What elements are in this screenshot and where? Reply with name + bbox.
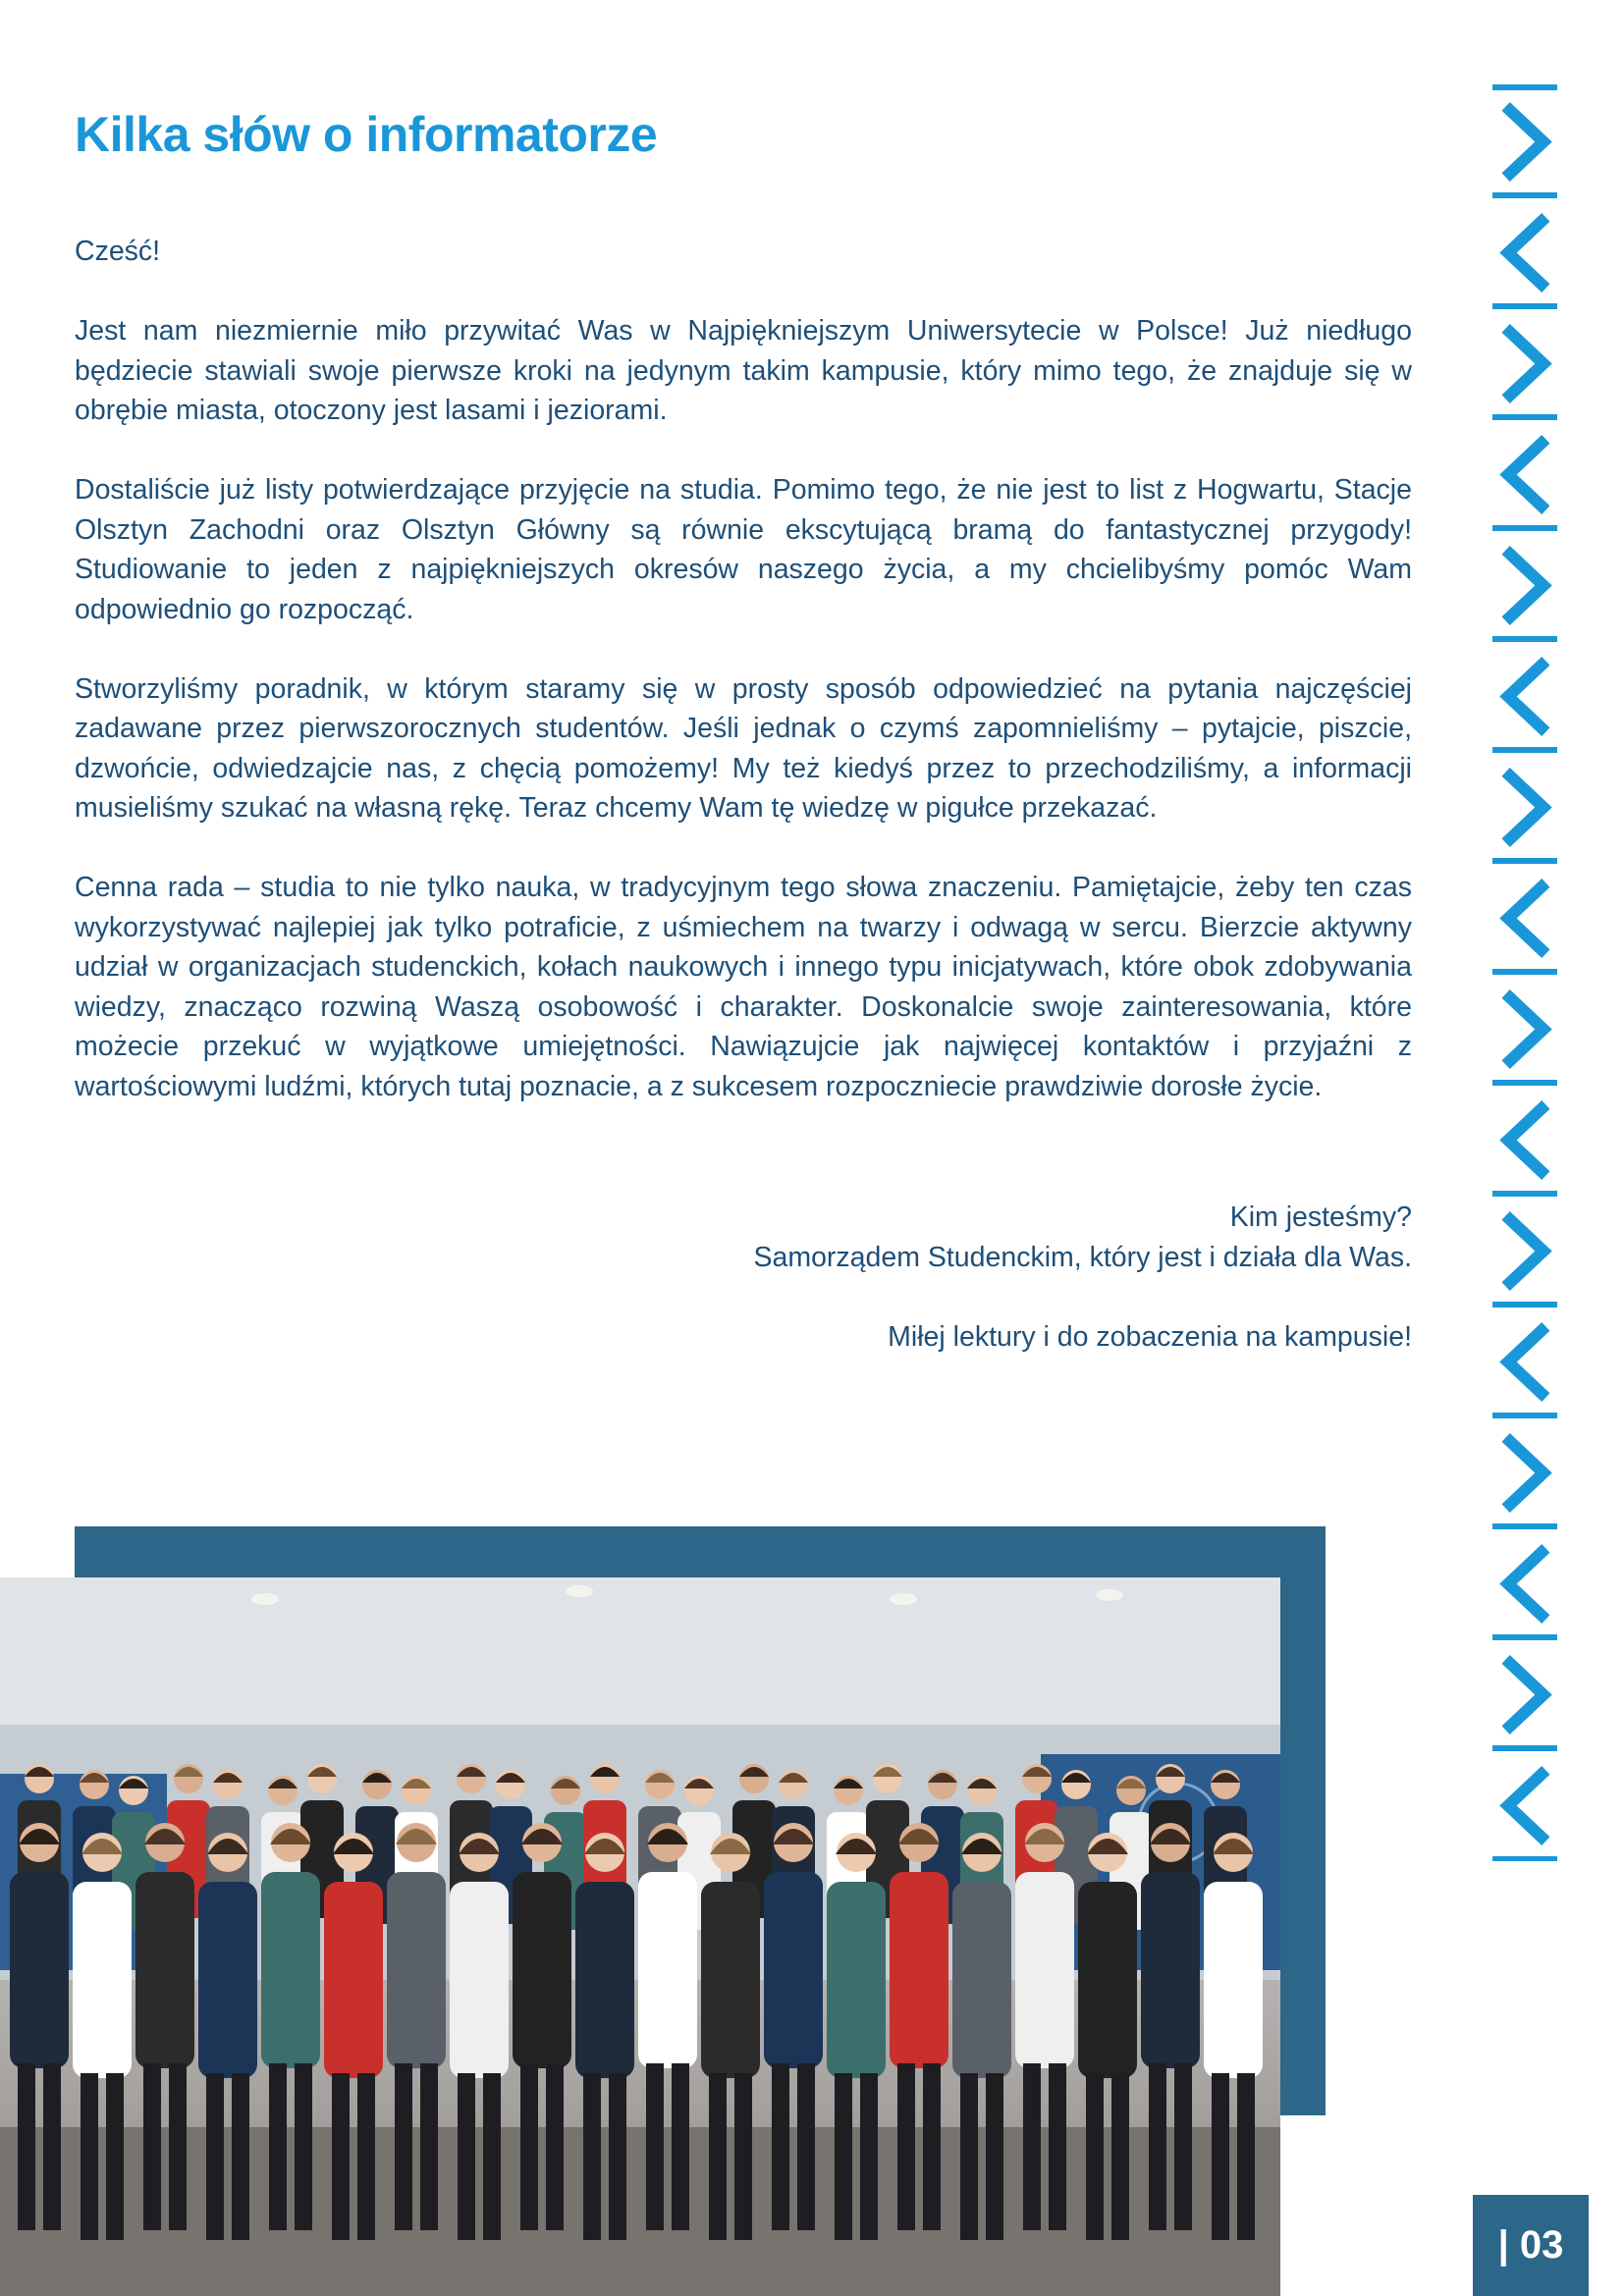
paragraph-admission: Dostaliście już listy potwierdzające przyjęcie na studia. Pomimo tego, że nie jest to list z Hogwartu, Stacje Olsztyn Zachodni oraz Olsztyn Główny są równie ekscytującą bramą do fantastycznej przygody! Studiowanie to jeden z najpiękniejszych okresów naszego życia, a my chcielibyśmy pomóc Wam odpowiednio go rozpocząć.: [75, 474, 1412, 625]
chevron-right-icon: [1510, 111, 1543, 174]
chevron-divider: [1492, 1856, 1557, 1861]
chevron-left-icon: [1508, 1775, 1542, 1838]
greeting: Cześć!: [75, 236, 161, 267]
chevron-right-icon: [1510, 333, 1543, 396]
chevron-right-icon: [1510, 1664, 1543, 1727]
chevron-divider: [1492, 1413, 1557, 1418]
chevron-divider: [1492, 1523, 1557, 1529]
chevron-left-icon: [1508, 1553, 1542, 1616]
paragraph-welcome: Jest nam niezmiernie miło przywitać Was w Najpiękniejszym Uniwersytecie w Polsce! Już niedługo będziecie stawiali swoje pierwsze kroki na jedynym takim kampusie, który mimo tego, że znajduje się w obrębie miasta, otoczony jest lasami i jeziorami.: [75, 315, 1412, 426]
chevron-divider: [1492, 192, 1557, 198]
chevron-right-icon: [1510, 1220, 1543, 1283]
signoff: [528, 1198, 1412, 1397]
page-title: Kilka słów o informatorze: [75, 107, 658, 162]
chevron-divider: [1492, 1302, 1557, 1308]
body-text: [75, 232, 1412, 1147]
chevron-pattern: [1489, 84, 1563, 1861]
page-number: | 03: [1473, 2195, 1589, 2296]
chevron-strip: [1489, 84, 1563, 1861]
signoff-question: Kim jesteśmy?: [1229, 1201, 1412, 1233]
chevron-divider: [1492, 636, 1557, 642]
chevron-divider: [1492, 1191, 1557, 1197]
chevron-divider: [1492, 747, 1557, 753]
paragraph-guide: Stworzyliśmy poradnik, w którym staramy się w prosty sposób odpowiedzieć na pytania najczęściej zadawane przez pierwszorocznych studentów. Jeśli jednak o czymś zapomnieliśmy – pytajcie, piszcie, dzwońcie, odwiedzajcie nas, z chęcią pomożemy! My też kiedyś przez to przechodziliśmy, a informacji musieliśmy szukać na własną rękę. Teraz chcemy Wam tę wiedzę w pigułce przekazać.: [75, 672, 1412, 824]
chevron-right-icon: [1510, 555, 1543, 617]
chevron-divider: [1492, 1634, 1557, 1640]
chevron-divider: [1492, 969, 1557, 975]
chevron-right-icon: [1510, 1442, 1543, 1505]
chevron-divider: [1492, 84, 1557, 90]
chevron-divider: [1492, 525, 1557, 531]
chevron-left-icon: [1508, 887, 1542, 950]
chevron-divider: [1492, 858, 1557, 864]
chevron-left-icon: [1508, 1109, 1542, 1172]
chevron-right-icon: [1510, 776, 1543, 839]
signoff-answer: Samorządem Studenckim, który jest i działa dla Was.: [753, 1241, 1412, 1273]
chevron-divider: [1492, 1080, 1557, 1086]
chevron-divider: [1492, 1745, 1557, 1751]
chevron-divider: [1492, 414, 1557, 420]
chevron-right-icon: [1510, 998, 1543, 1061]
group-photo-illustration: [0, 1577, 1280, 2296]
chevron-left-icon: [1508, 222, 1542, 285]
chevron-left-icon: [1508, 666, 1542, 728]
group-photo: [0, 1577, 1280, 2296]
paragraph-advice: Cenna rada – studia to nie tylko nauka, w tradycyjnym tego słowa znaczeniu. Pamiętajcie, żeby ten czas wykorzystywać najlepiej jak tylko potraficie, z uśmiechem na twarzy i odwagą w sercu. Bierzcie aktywny udział w organizacjach studenckich, kołach naukowych i innego typu inicjatywach, które obok zdobywania wiedzy, znacząco rozwiną Waszą osobowość i charakter. Doskonalcie swoje zainteresowania, które możecie przekuć w wyjątkowe umiejętności. Nawiązujcie jak najwięcej kontaktów i przyjaźni z wartościowymi ludźmi, których tutaj poznacie, a z sukcesem rozpoczniecie prawdziwie dorosłe życie.: [75, 872, 1412, 1102]
chevron-divider: [1492, 303, 1557, 309]
chevron-left-icon: [1508, 444, 1542, 507]
signoff-closing: Miłej lektury i do zobaczenia na kampusie!: [888, 1320, 1412, 1353]
chevron-left-icon: [1508, 1331, 1542, 1394]
